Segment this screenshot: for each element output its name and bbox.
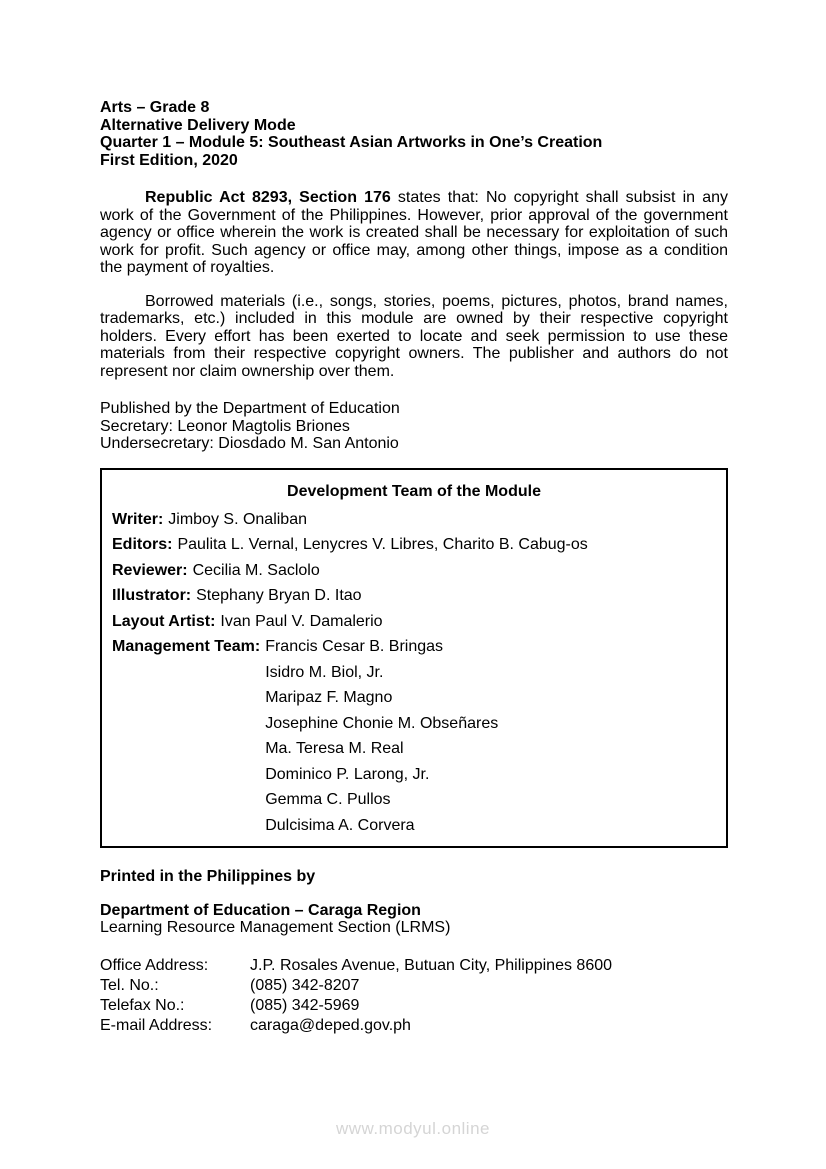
contact-details <box>100 956 728 1036</box>
layout-artist-label: Layout Artist: <box>112 612 216 630</box>
illustrator-name: Stephany Bryan D. Itao <box>196 587 362 604</box>
writer-name: Jimboy S. Onaliban <box>168 510 307 528</box>
writer-row <box>112 511 716 529</box>
writer-label: Writer: <box>112 510 164 528</box>
management-member: Gemma C. Pullos <box>265 791 391 808</box>
management-team-label: Management Team: <box>112 638 261 655</box>
publisher-block <box>100 400 728 453</box>
site-watermark: www.modyul.online <box>335 1119 490 1138</box>
layout-artist-row <box>112 613 716 631</box>
illustrator-label: Illustrator: <box>112 587 192 604</box>
tel-no-value: (085) 342-8207 <box>250 976 360 994</box>
office-address-value: J.P. Rosales Avenue, Butuan City, Philippines 8600 <box>250 956 613 974</box>
reviewer-label: Reviewer: <box>112 561 188 579</box>
reviewer-row <box>112 562 716 580</box>
reviewer-name: Cecilia M. Saclolo <box>192 561 320 579</box>
undersecretary-line: Undersecretary: Diosdado M. San Antonio <box>100 435 399 452</box>
editors-names: Paulita L. Vernal, Lenycres V. Libres, Charito B. Cabug-os <box>177 536 588 553</box>
republic-act-reference: Republic Act 8293, Section 176 <box>145 189 391 206</box>
email-address-label: E-mail Address: <box>100 1016 213 1034</box>
telefax-no-label: Telefax No.: <box>100 996 185 1014</box>
copyright-paragraph-2: Borrowed materials (i.e., songs, stories, poems, pictures, photos, brand names, trademarks, etc.) included in this module are owned by their respective copyright holders. Every effort has been exerted to locate and seek permission to use these materials from their respective copyright owners. The publisher and authors do not represent nor claim ownership over them. <box>100 292 728 380</box>
management-member: Maripaz F. Magno <box>265 689 393 706</box>
module-edition-line: First Edition, 2020 <box>100 151 238 169</box>
printing-org-section: Learning Resource Management Section (LRMS) <box>100 919 451 936</box>
management-team-names <box>265 638 498 842</box>
management-member: Dulcisima A. Corvera <box>265 816 415 834</box>
editors-row <box>112 536 716 554</box>
development-team-title: Development Team of the Module <box>287 482 541 500</box>
copyright-paragraph-1 <box>100 189 728 277</box>
module-mode-line: Alternative Delivery Mode <box>100 116 296 134</box>
printed-in-line: Printed in the Philippines by <box>100 868 316 885</box>
copyright-paragraph-1-text: states that: No copyright shall subsist in any work of the Government of the Philippines. However, prior approval of the government agency or office wherein the work is created shall be necessary for exploitation of such work for profit. Such agency or office may, among other things, impose as a condition the payment of royalties. <box>100 189 728 276</box>
email-address-row <box>100 1016 728 1036</box>
layout-artist-name: Ivan Paul V. Damalerio <box>220 612 383 630</box>
management-team-row <box>112 638 716 842</box>
office-address-row <box>100 956 728 976</box>
published-by-line: Published by the Department of Education <box>100 400 400 417</box>
management-member: Josephine Chonie M. Obseñares <box>265 714 499 732</box>
printing-org-name: Department of Education – Caraga Region <box>100 901 421 919</box>
editors-label: Editors: <box>112 536 173 553</box>
development-team-box <box>100 468 728 849</box>
email-address-value: caraga@deped.gov.ph <box>250 1016 411 1034</box>
module-subject-line: Arts – Grade 8 <box>100 99 210 116</box>
page-content <box>100 0 728 1036</box>
secretary-line: Secretary: Leonor Magtolis Briones <box>100 417 350 435</box>
office-address-label: Office Address: <box>100 956 209 974</box>
illustrator-row <box>112 587 716 605</box>
management-member: Francis Cesar B. Bringas <box>265 638 444 655</box>
management-member: Dominico P. Larong, Jr. <box>265 765 430 783</box>
printing-org-block <box>100 902 728 937</box>
management-member: Ma. Teresa M. Real <box>265 740 404 757</box>
management-member: Isidro M. Biol, Jr. <box>265 663 384 681</box>
telefax-no-value: (085) 342-5969 <box>250 996 360 1014</box>
module-quarter-line: Quarter 1 – Module 5: Southeast Asian Artworks in One’s Creation <box>100 134 603 151</box>
tel-no-label: Tel. No.: <box>100 976 159 994</box>
module-title-block <box>100 99 728 169</box>
telefax-no-row <box>100 996 728 1016</box>
tel-no-row <box>100 976 728 996</box>
